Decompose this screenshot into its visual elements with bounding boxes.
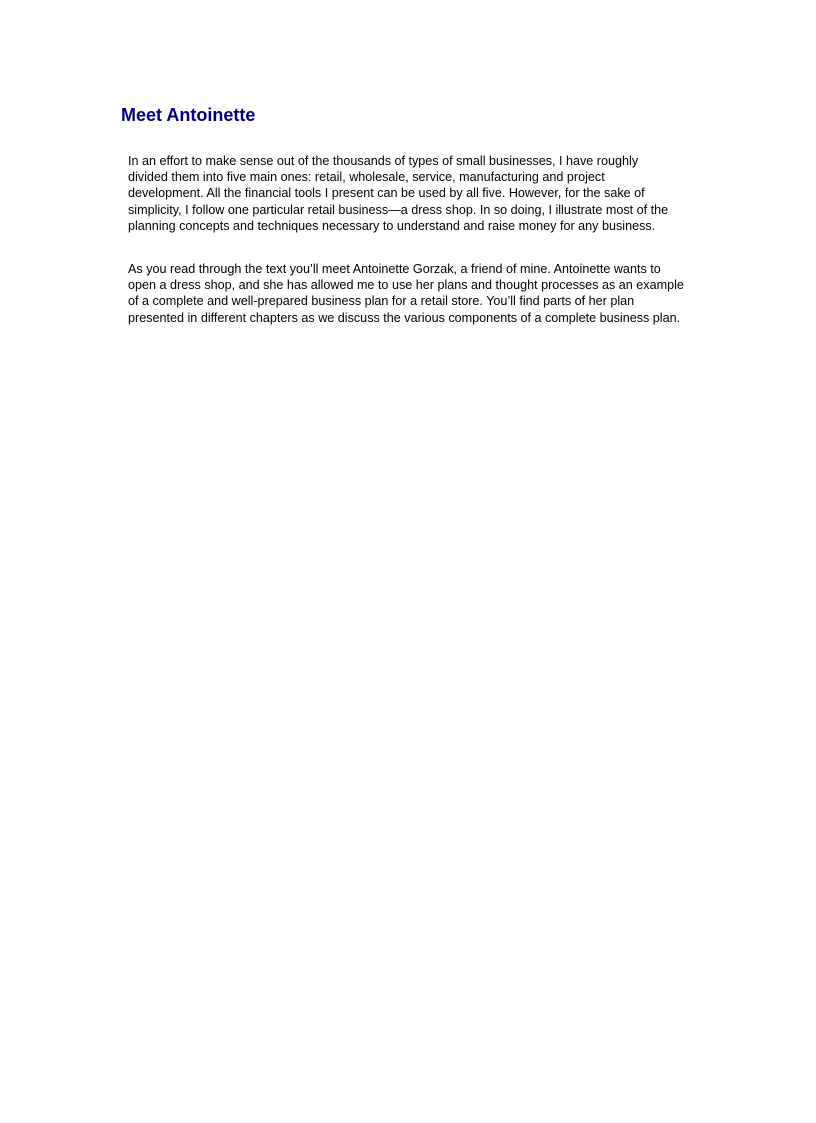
paragraph-line: presented in different chapters as we discuss the various components of a complete business plan. [128, 310, 681, 325]
paragraph-line: In an effort to make sense out of the thousands of types of small businesses, I have roughly [128, 154, 639, 168]
paragraph-line: simplicity, I follow one particular retail business—a dress shop. In so doing, I illustrate most of the [128, 202, 669, 217]
paragraph-line: divided them into five main ones: retail, wholesale, service, manufacturing and project [128, 170, 605, 185]
paragraph-line: of a complete and well-prepared business plan for a retail store. You’ll find parts of her plan [128, 294, 635, 309]
paragraph-line: development. All the financial tools I present can be used by all five. However, for the sake of [128, 186, 645, 201]
paragraph-line: planning concepts and techniques necessary to understand and raise money for any business. [128, 218, 656, 233]
paragraph-intro [128, 153, 728, 234]
paragraph-line: open a dress shop, and she has allowed me to use her plans and thought processes as an example [128, 278, 684, 293]
paragraph-line: As you read through the text you’ll meet Antoinette Gorzak, a friend of mine. Antoinette wants to [128, 262, 661, 276]
section-heading: Meet Antoinette [121, 105, 256, 125]
paragraph-antoinette [128, 261, 728, 326]
